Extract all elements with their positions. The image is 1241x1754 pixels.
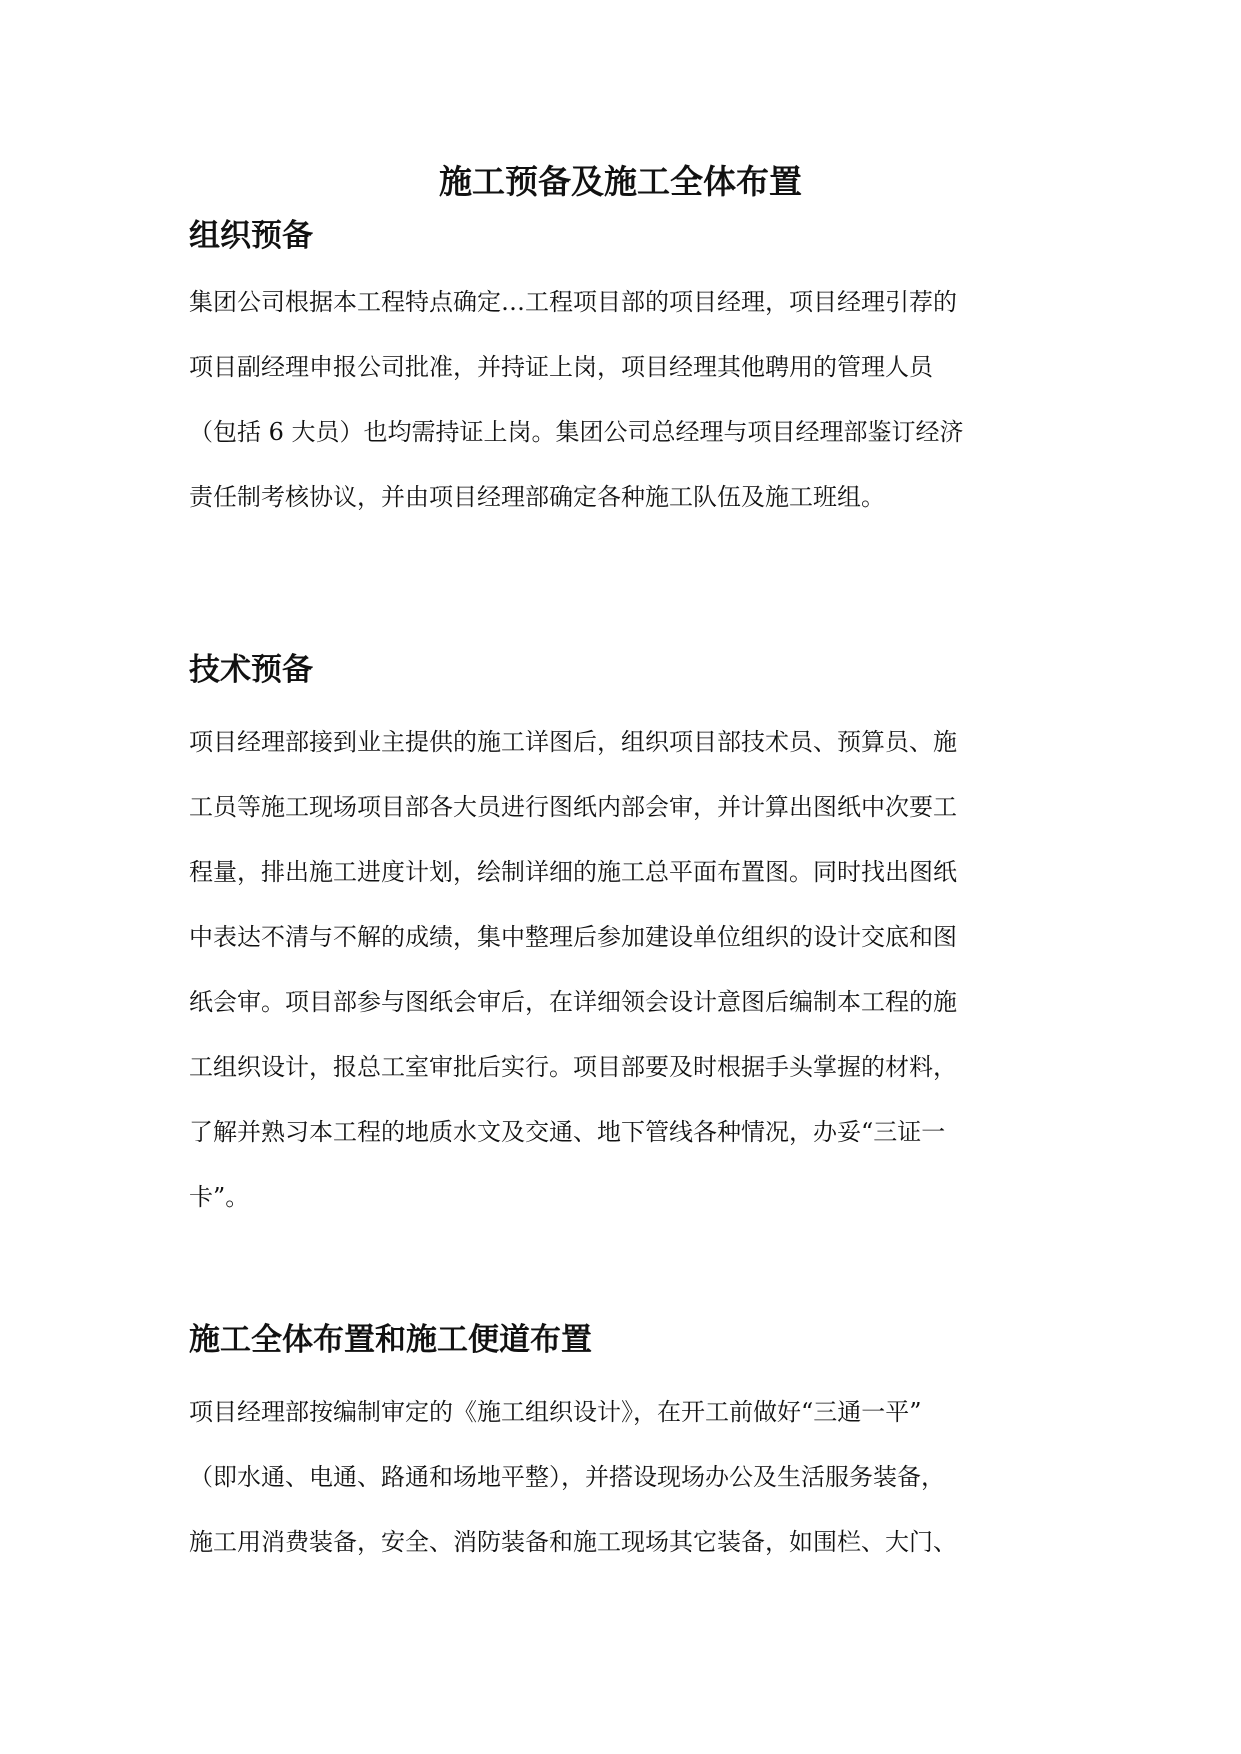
- paragraph-line: 责任制考核协议，并由项目经理部确定各种施工队伍及施工班组。: [189, 483, 885, 511]
- document-title: 施工预备及施工全体布置: [439, 162, 802, 201]
- paragraph-line: 项目经理部接到业主提供的施工详图后，组织项目部技术员、预算员、施: [189, 728, 957, 756]
- paragraph-line: （包括 6 大员）也均需持证上岗。集团公司总经理与项目经理部鉴订经济: [189, 418, 964, 446]
- paragraph-line: （即水通、电通、路通和场地平整），并搭设现场办公及生活服务装备，: [189, 1463, 945, 1491]
- section-heading-technical: 技术预备: [189, 652, 313, 688]
- paragraph-line: 施工用消费装备，安全、消防装备和施工现场其它装备，如围栏、大门、: [189, 1528, 957, 1556]
- paragraph-line: 卡”。: [189, 1183, 250, 1211]
- section-paragraph-layout: [189, 1380, 1069, 1575]
- section-paragraph-organization: [189, 270, 1069, 530]
- section-heading-layout: 施工全体布置和施工便道布置: [189, 1322, 592, 1358]
- paragraph-line: 程量，排出施工进度计划，绘制详细的施工总平面布置图。同时找出图纸: [189, 858, 957, 886]
- section-heading-organization: 组织预备: [189, 218, 313, 254]
- paragraph-line: 项目副经理申报公司批准，并持证上岗，项目经理其他聘用的管理人员: [189, 353, 933, 381]
- paragraph-line: 工组织设计，报总工室审批后实行。项目部要及时根据手头掌握的材料，: [189, 1053, 957, 1081]
- paragraph-line: 纸会审。项目部参与图纸会审后，在详细领会设计意图后编制本工程的施: [189, 988, 957, 1016]
- section-paragraph-technical: [189, 710, 1069, 1230]
- paragraph-line: 中表达不清与不解的成绩，集中整理后参加建设单位组织的设计交底和图: [189, 923, 957, 951]
- paragraph-line: 工员等施工现场项目部各大员进行图纸内部会审，并计算出图纸中次要工: [189, 793, 957, 821]
- paragraph-line: 了解并熟习本工程的地质水文及交通、地下管线各种情况，办妥“三证一: [189, 1118, 946, 1146]
- paragraph-line: 集团公司根据本工程特点确定…工程项目部的项目经理，项目经理引荐的: [189, 288, 957, 316]
- paragraph-line: 项目经理部按编制审定的《施工组织设计》，在开工前做好“三通一平”: [189, 1398, 922, 1426]
